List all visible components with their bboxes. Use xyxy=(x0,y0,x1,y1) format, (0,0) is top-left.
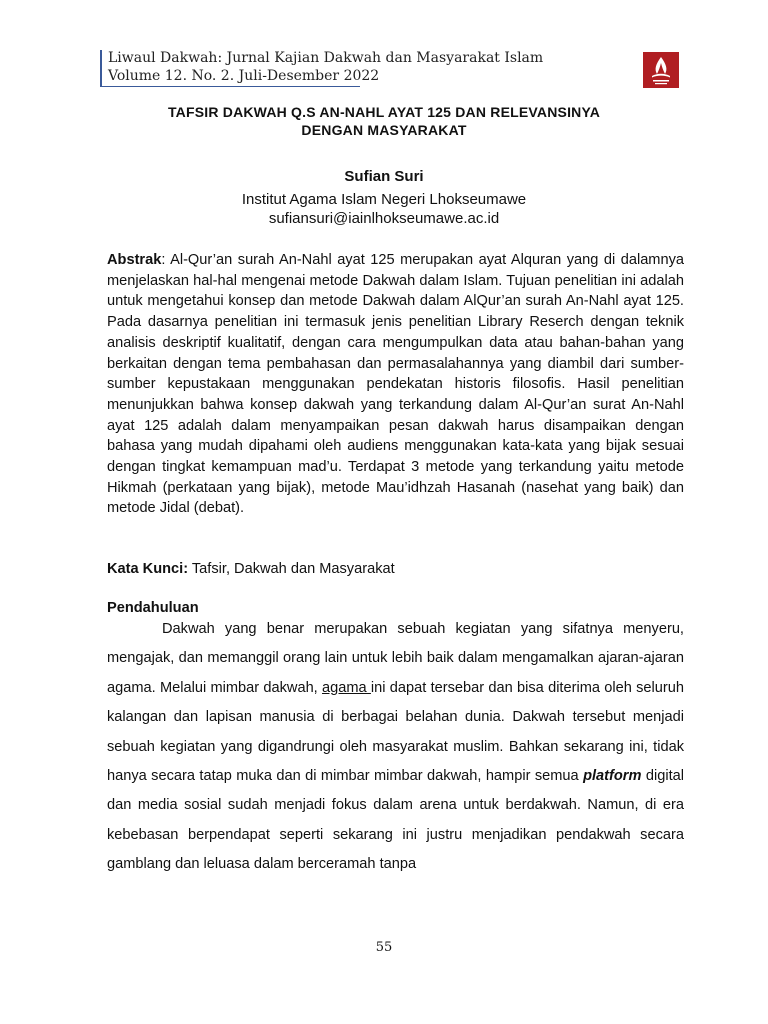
section-heading: Pendahuluan xyxy=(107,600,199,616)
abstract xyxy=(107,250,684,519)
keywords xyxy=(107,561,684,577)
institution: Institut Agama Islam Negeri Lhokseumawe xyxy=(241,191,527,208)
header-rule-horizontal xyxy=(100,86,360,87)
journal-name: Liwaul Dakwah: Jurnal Kajian Dakwah dan Masyarakat Islam xyxy=(108,50,544,66)
author-name: Sufian Suri xyxy=(344,168,424,185)
journal-volume: Volume 12. No. 2. Juli-Desember 2022 xyxy=(108,68,380,84)
article-title: TAFSIR DAKWAH Q.S AN-NAHL AYAT 125 DAN RELEVANSINYA DENGAN MASYARAKAT xyxy=(167,104,601,138)
underlined-word: agama xyxy=(322,679,371,696)
intro-paragraph: Dakwah yang benar merupakan sebuah kegiatan yang sifatnya menyeru, mengajak, dan memanggil orang lain untuk lebih baik dalam mengamalkan ajaran-ajaran agama. Melalui mimbar dakwah, agama ini dapat tersebar dan bisa diterima oleh seluruh kalangan dan lapisan manusia di berbagai belahan dunia. Dakwah tersebut menjadi sebuah kegiatan yang digandrungi oleh masyarakat muslim. Bahkan sekarang ini, tidak hanya secara tatap muka dan di mimbar mimbar dakwah, hampir semua platform digital dan media sosial sudah menjadi fokus dalam arena untuk berdakwah. Namun, di era kebebasan berpendapat seperti sekarang ini justru menjadikan pendakwah secara gamblang dan leluasa dalam berceramah tanpa xyxy=(107,621,684,873)
keywords-label: Kata Kunci: xyxy=(107,561,189,577)
page-number: 55 xyxy=(375,940,393,955)
italic-word: platform xyxy=(583,768,642,785)
author-email: sufiansuri@iainlhokseumawe.ac.id xyxy=(268,210,500,227)
header-rule-vertical xyxy=(100,50,102,86)
abstract-text: : Al-Qur’an surah An-Nahl ayat 125 merupakan ayat Alquran yang di dalamnya menjelaskan hal-hal mengenai metode Dakwah dalam Islam. Tujuan penelitian ini adalah untuk mengetahui konsep dan metode Dakwah dalam AlQur’an surah An-Nahl ayat 125. Pada dasarnya penelitian ini termasuk jenis penelitian Library Reserch dengan teknik analisis deskriptif kualitatif, dengan cara mengumpulkan data atau bahan-bahan yang berkaitan dengan tema pembahasan dan permasalahannya yang diambil dari sumber-sumber kepustakaan menggunakan pendekatan historis filosofis. Hasil penelitian menunjukkan bahwa konsep dakwah yang terkandung dalam Al-Qur’an surat An-Nahl ayat 125 adalah dalam menyampaikan pesan dakwah harus disampaikan dengan bahasa yang mudah dipahami oleh audiens menggunakan kata-kata yang bijak sesuai dengan tingkat kemampuan mad’u. Terdapat 3 metode yang terkandung yaitu metode Hikmah (perkataan yang bijak), metode Mau’idhzah Hasanah (nasehat yang baik) dan metode Jidal (debat). xyxy=(107,252,684,517)
author-affiliation xyxy=(100,190,668,228)
abstract-label: Abstrak xyxy=(107,252,162,268)
journal-logo xyxy=(643,52,679,88)
keywords-text: Tafsir, Dakwah dan Masyarakat xyxy=(188,561,395,577)
